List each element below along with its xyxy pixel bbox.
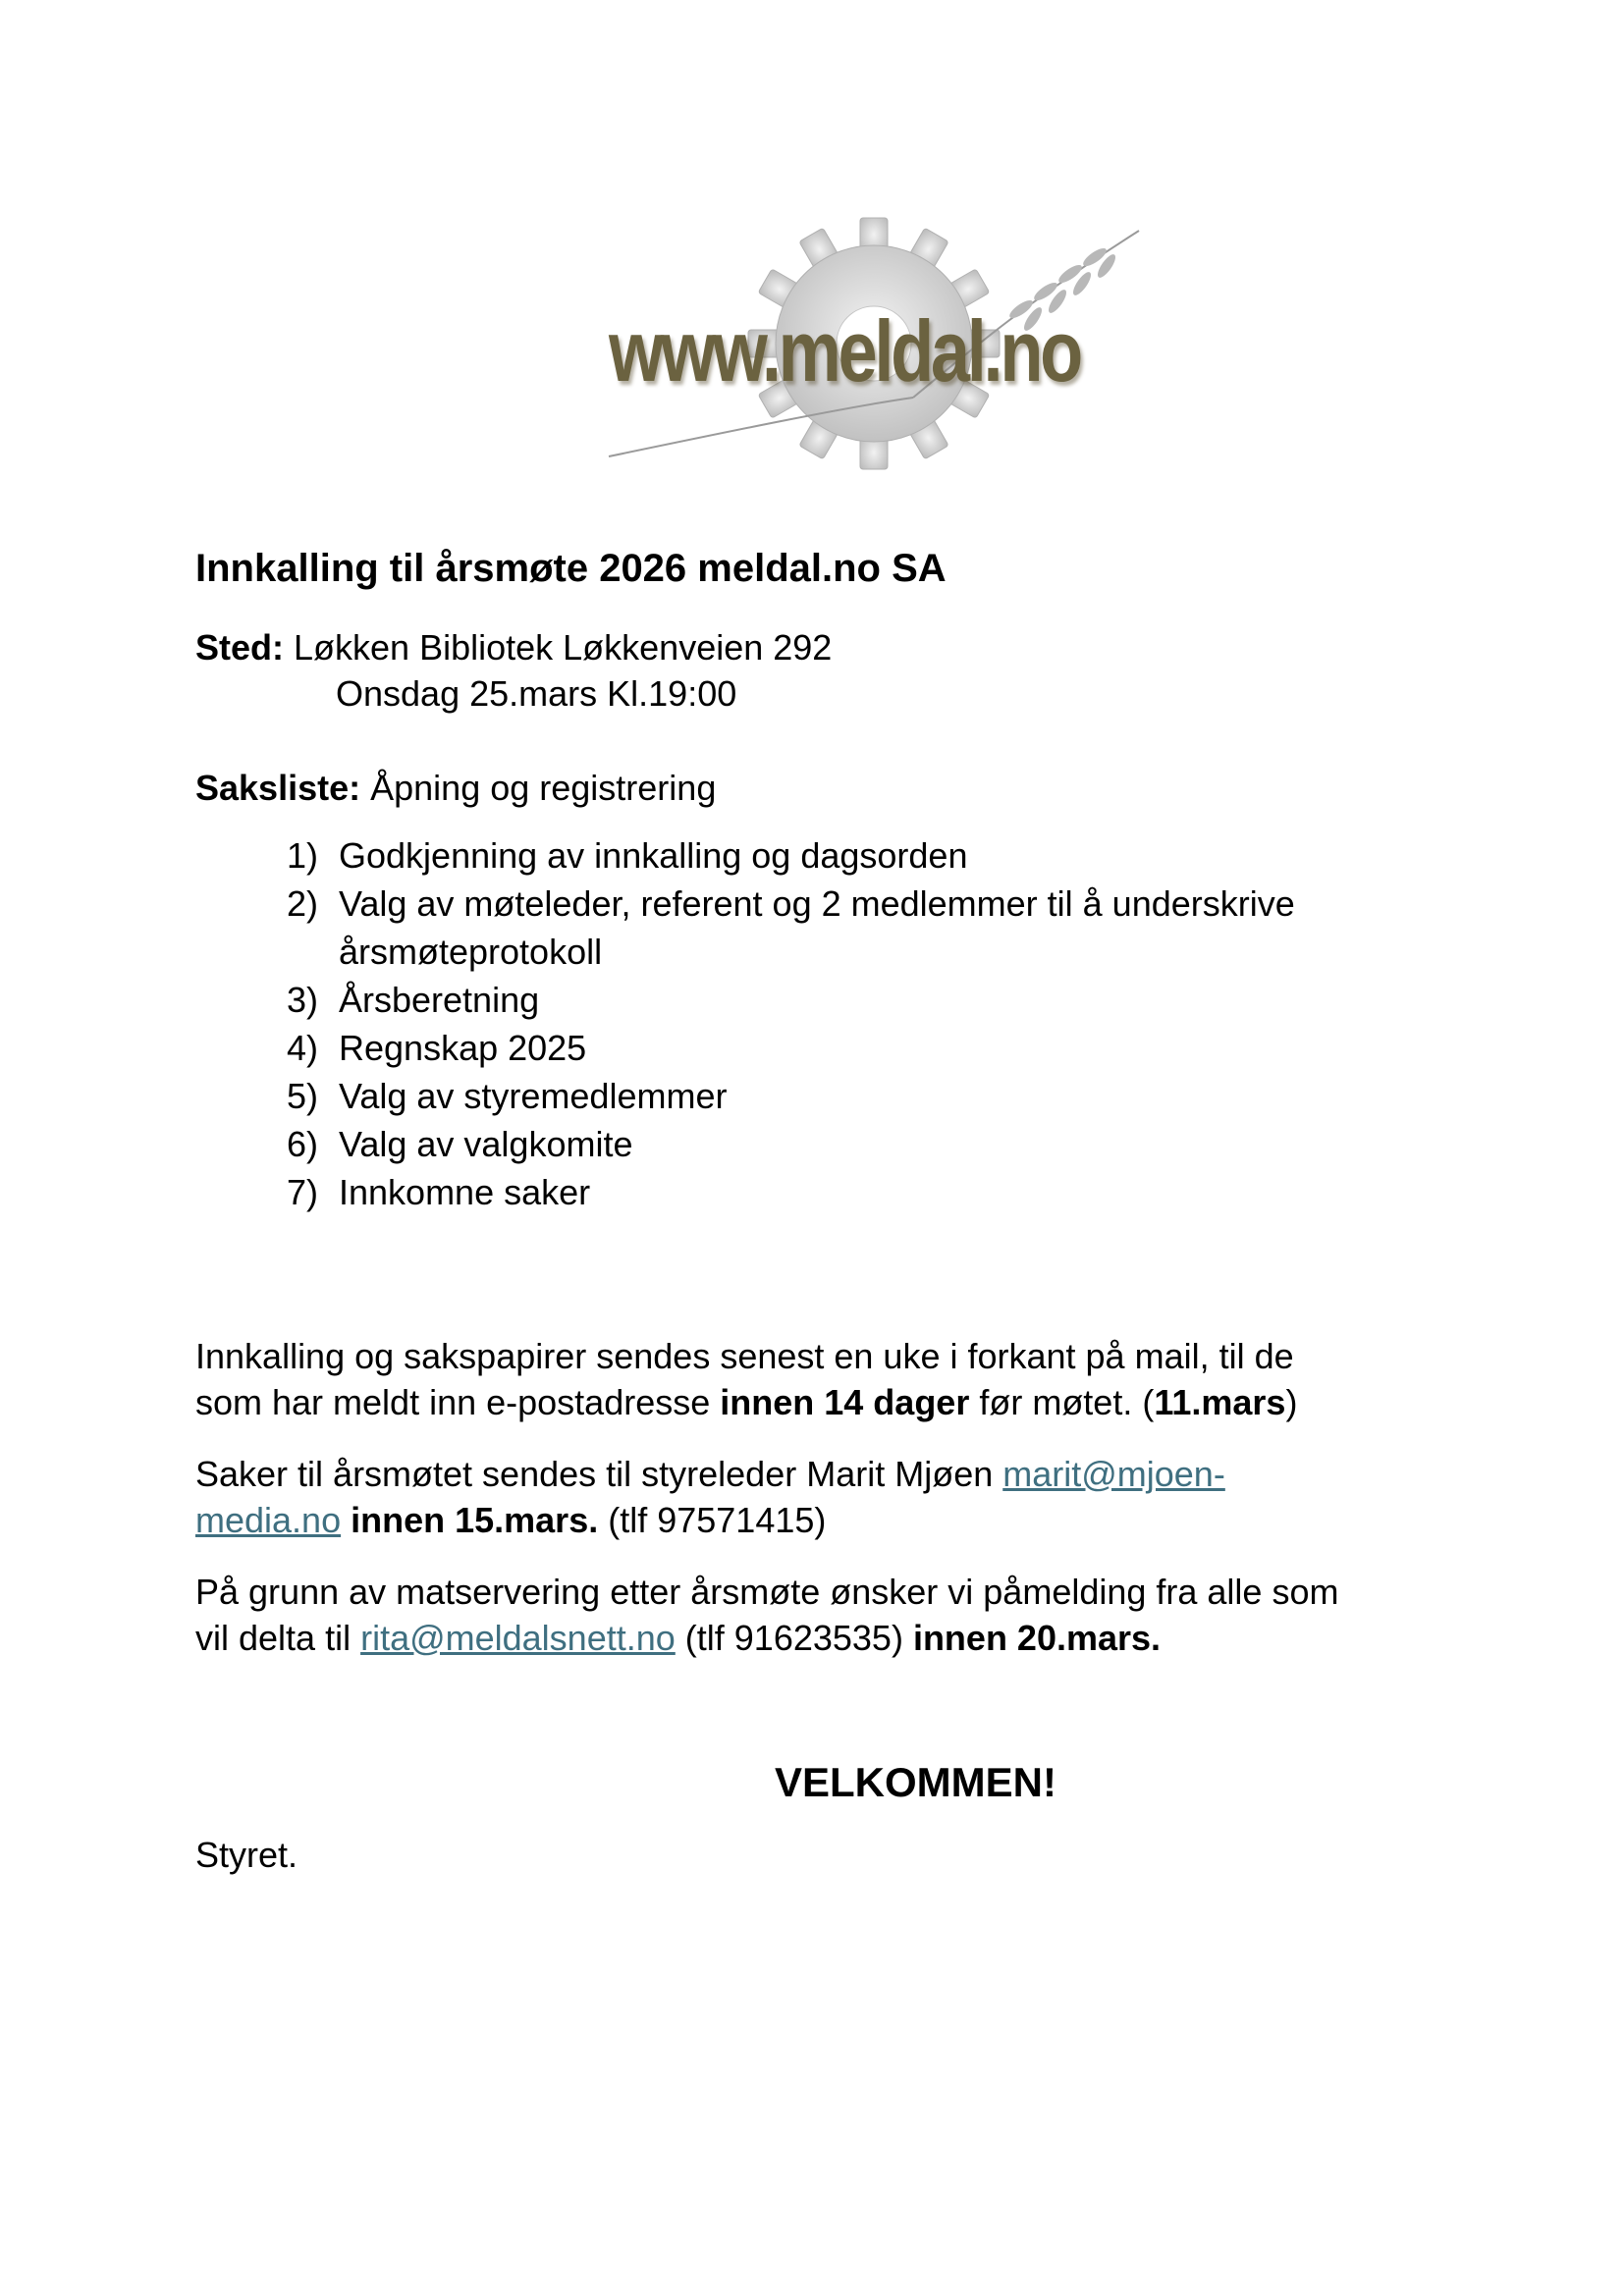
list-item: 2) Valg av møteleder, referent og 2 medlemmer til å underskrive årsmøteprotokoll xyxy=(287,883,1295,972)
email-link-marit-cont[interactable]: media.no xyxy=(195,1500,342,1540)
agenda-label: Saksliste: xyxy=(195,768,361,808)
email-link-marit[interactable]: marit@mjoen- xyxy=(1002,1454,1225,1494)
notice-paragraph-3-line-1: På grunn av matservering etter årsmøte ønsker vi påmelding fra alle som xyxy=(195,1572,1339,1612)
list-item: 5) Valg av styremedlemmer xyxy=(287,1076,728,1116)
notice-paragraph-1-line-2: som har meldt inn e-postadresse innen 14 dager før møtet. (11.mars) xyxy=(195,1382,1298,1422)
email-link-rita[interactable]: rita@meldalsnett.no xyxy=(360,1618,676,1658)
list-item: 1) Godkjenning av innkalling og dagsorden xyxy=(287,835,968,876)
meldal-logo xyxy=(589,211,1178,476)
place-value: Løkken Bibliotek Løkkenveien 292 xyxy=(294,627,833,667)
list-item: 6) Valg av valgkomite xyxy=(287,1124,633,1164)
welcome-heading: VELKOMMEN! xyxy=(775,1759,1056,1805)
list-item: 4) Regnskap 2025 xyxy=(287,1028,587,1068)
notice-paragraph-2-line-1: Saker til årsmøtet sendes til styreleder Marit Mjøen marit@mjoen- xyxy=(195,1454,1225,1494)
notice-paragraph-3-line-2: vil delta til rita@meldalsnett.no (tlf 91623535) innen 20.mars. xyxy=(195,1618,1162,1658)
logo-text: www.meldal.no xyxy=(609,302,1080,400)
list-item: 7) Innkomne saker xyxy=(287,1172,591,1212)
list-item: 3) Årsberetning xyxy=(287,980,540,1020)
meeting-date: Onsdag 25.mars Kl.19:00 xyxy=(336,673,737,714)
notice-paragraph-2-line-2: media.no innen 15.mars. (tlf 97571415) xyxy=(195,1500,827,1540)
agenda-intro: Åpning og registrering xyxy=(370,768,717,808)
signature: Styret. xyxy=(195,1835,298,1875)
page-title: Innkalling til årsmøte 2026 meldal.no SA xyxy=(195,547,947,590)
place-line xyxy=(195,624,832,671)
agenda-heading xyxy=(195,765,716,812)
agenda-list xyxy=(287,831,1295,1216)
place-label: Sted: xyxy=(195,627,284,667)
notice-paragraph-1-line-1: Innkalling og sakspapirer sendes senest en uke i forkant på mail, til de xyxy=(195,1336,1294,1376)
